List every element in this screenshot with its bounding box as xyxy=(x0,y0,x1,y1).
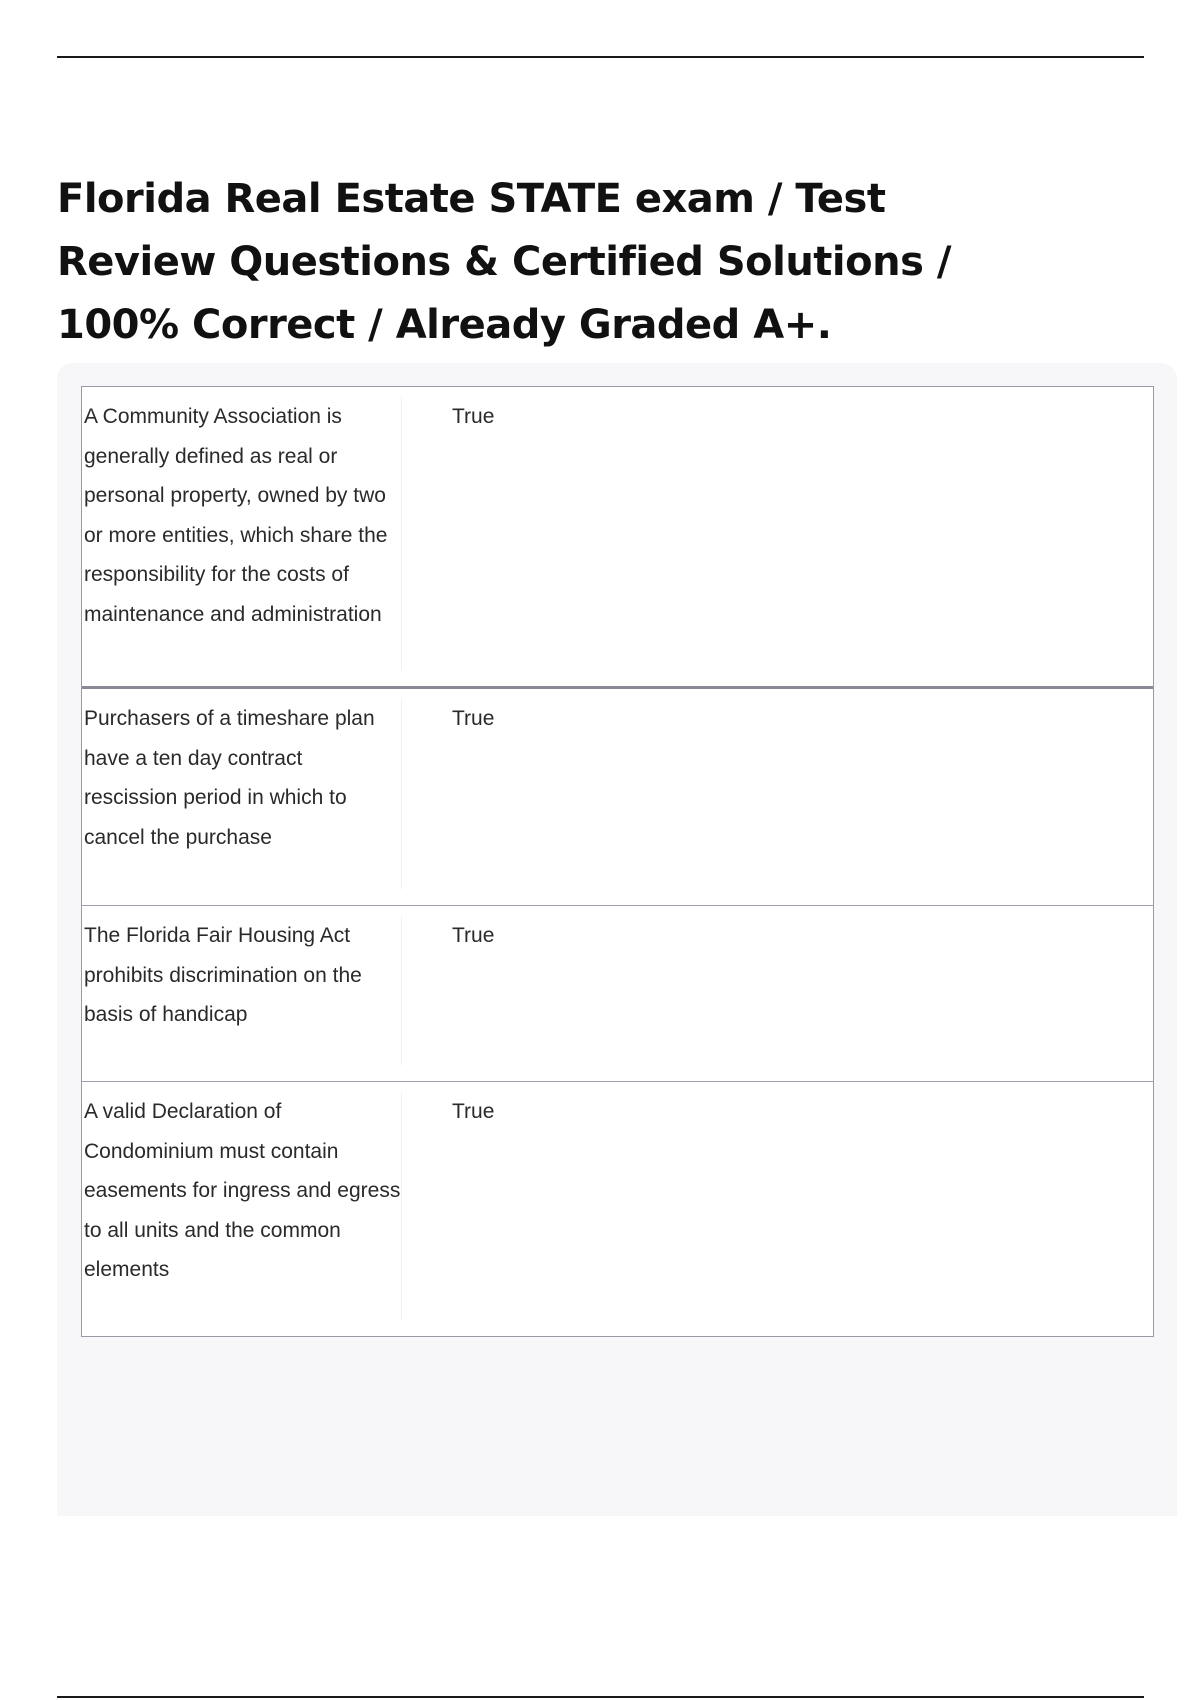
table-row xyxy=(82,689,1153,906)
document-title: Florida Real Estate STATE exam / Test Review Questions & Certified Solutions / 100% Correct / Already Graded A+. xyxy=(57,176,951,348)
table-row xyxy=(82,1082,1153,1336)
table-row xyxy=(82,387,1153,689)
flashcard-table xyxy=(81,386,1154,1337)
term-cell: The Florida Fair Housing Act prohibits discrimination on the basis of handicap xyxy=(82,916,402,1065)
definition-cell: True xyxy=(452,1100,495,1123)
definition-cell: True xyxy=(452,924,495,947)
term-cell: A Community Association is generally defined as real or personal property, owned by two or more entities, which share the responsibility for the costs of maintenance and administration xyxy=(82,397,402,670)
definition-cell: True xyxy=(452,707,495,730)
bottom-rule xyxy=(57,1696,1144,1698)
term-cell: A valid Declaration of Condominium must contain easements for ingress and egress to all units and the common elements xyxy=(82,1092,402,1320)
table-row xyxy=(82,906,1153,1082)
top-rule xyxy=(57,56,1144,58)
term-cell: Purchasers of a timeshare plan have a ten day contract rescission period in which to cancel the purchase xyxy=(82,699,402,889)
definition-cell: True xyxy=(452,405,495,428)
